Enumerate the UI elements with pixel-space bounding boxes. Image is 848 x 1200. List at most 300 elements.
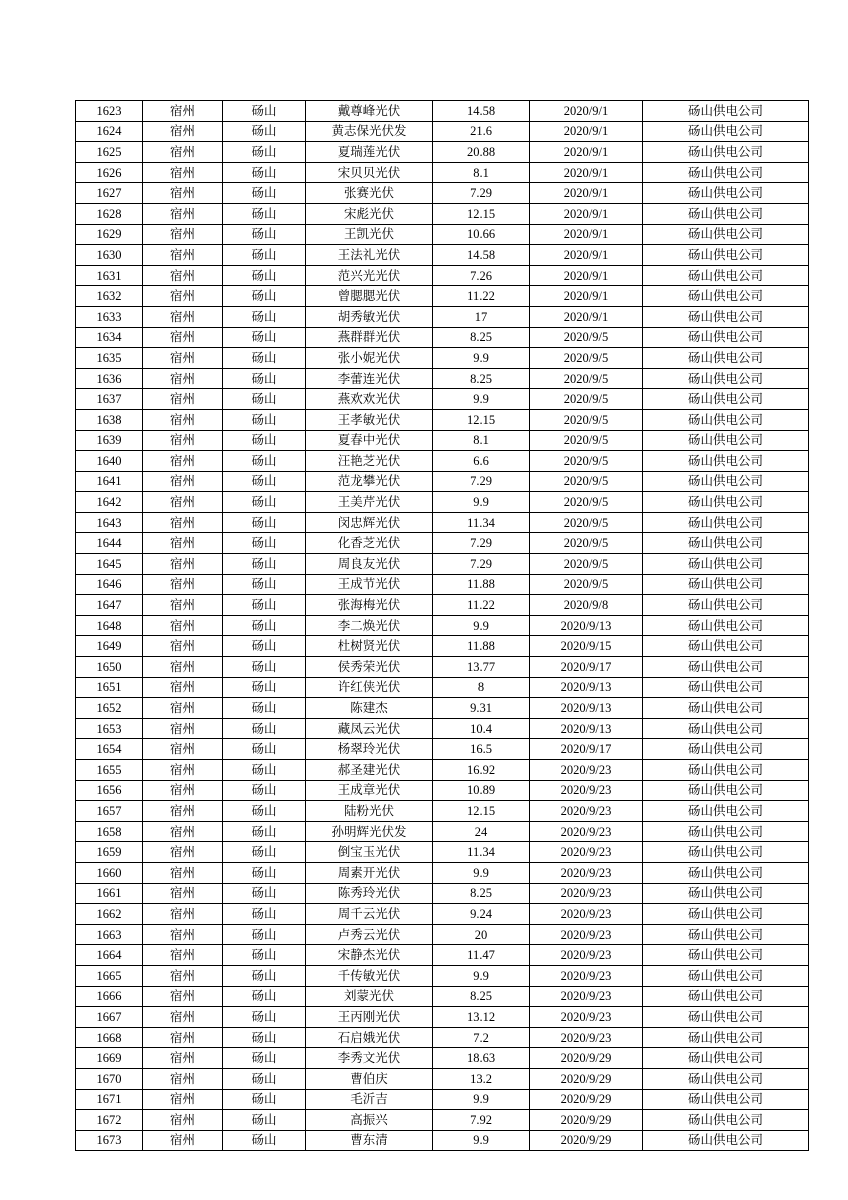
table-row <box>76 224 809 245</box>
cell-city: 宿州 <box>143 965 223 986</box>
cell-district: 砀山 <box>223 1110 306 1131</box>
cell-company: 砀山供电公司 <box>643 677 809 698</box>
cell-project-name: 许红侠光伏 <box>306 677 433 698</box>
cell-index: 1663 <box>76 924 143 945</box>
cell-company: 砀山供电公司 <box>643 1089 809 1110</box>
cell-capacity: 8.25 <box>433 368 530 389</box>
cell-city: 宿州 <box>143 101 223 122</box>
cell-project-name: 石启娥光伏 <box>306 1027 433 1048</box>
cell-index: 1636 <box>76 368 143 389</box>
cell-city: 宿州 <box>143 409 223 430</box>
cell-company: 砀山供电公司 <box>643 615 809 636</box>
cell-capacity: 12.15 <box>433 409 530 430</box>
cell-district: 砀山 <box>223 368 306 389</box>
cell-project-name: 王法礼光伏 <box>306 245 433 266</box>
table-row <box>76 245 809 266</box>
cell-company: 砀山供电公司 <box>643 286 809 307</box>
cell-index: 1629 <box>76 224 143 245</box>
cell-project-name: 张小妮光伏 <box>306 348 433 369</box>
cell-date: 2020/9/5 <box>530 574 643 595</box>
cell-company: 砀山供电公司 <box>643 121 809 142</box>
cell-company: 砀山供电公司 <box>643 1048 809 1069</box>
cell-capacity: 7.26 <box>433 265 530 286</box>
cell-project-name: 卢秀云光伏 <box>306 924 433 945</box>
cell-company: 砀山供电公司 <box>643 595 809 616</box>
cell-capacity: 13.77 <box>433 657 530 678</box>
cell-index: 1666 <box>76 986 143 1007</box>
cell-date: 2020/9/29 <box>530 1048 643 1069</box>
cell-index: 1659 <box>76 842 143 863</box>
table-row <box>76 986 809 1007</box>
cell-capacity: 11.34 <box>433 842 530 863</box>
cell-district: 砀山 <box>223 430 306 451</box>
cell-project-name: 张海梅光伏 <box>306 595 433 616</box>
cell-city: 宿州 <box>143 348 223 369</box>
cell-index: 1641 <box>76 471 143 492</box>
cell-city: 宿州 <box>143 368 223 389</box>
cell-date: 2020/9/1 <box>530 286 643 307</box>
cell-capacity: 9.9 <box>433 348 530 369</box>
cell-city: 宿州 <box>143 430 223 451</box>
table-row <box>76 1027 809 1048</box>
cell-company: 砀山供电公司 <box>643 554 809 575</box>
cell-project-name: 毛沂吉 <box>306 1089 433 1110</box>
table-row <box>76 1089 809 1110</box>
cell-capacity: 11.47 <box>433 945 530 966</box>
cell-date: 2020/9/1 <box>530 245 643 266</box>
cell-city: 宿州 <box>143 327 223 348</box>
table-row <box>76 348 809 369</box>
cell-capacity: 8 <box>433 677 530 698</box>
cell-project-name: 郝圣建光伏 <box>306 760 433 781</box>
cell-capacity: 9.9 <box>433 1089 530 1110</box>
table-row <box>76 780 809 801</box>
cell-city: 宿州 <box>143 265 223 286</box>
table-row <box>76 533 809 554</box>
cell-capacity: 11.22 <box>433 286 530 307</box>
cell-project-name: 李秀文光伏 <box>306 1048 433 1069</box>
cell-district: 砀山 <box>223 286 306 307</box>
cell-date: 2020/9/13 <box>530 677 643 698</box>
cell-capacity: 20.88 <box>433 142 530 163</box>
cell-capacity: 9.31 <box>433 698 530 719</box>
cell-capacity: 20 <box>433 924 530 945</box>
cell-city: 宿州 <box>143 451 223 472</box>
cell-capacity: 13.2 <box>433 1068 530 1089</box>
cell-city: 宿州 <box>143 1068 223 1089</box>
cell-date: 2020/9/5 <box>530 368 643 389</box>
cell-project-name: 化香芝光伏 <box>306 533 433 554</box>
cell-company: 砀山供电公司 <box>643 965 809 986</box>
cell-index: 1637 <box>76 389 143 410</box>
cell-district: 砀山 <box>223 306 306 327</box>
cell-project-name: 倒宝玉光伏 <box>306 842 433 863</box>
cell-index: 1643 <box>76 512 143 533</box>
cell-index: 1646 <box>76 574 143 595</box>
cell-city: 宿州 <box>143 677 223 698</box>
cell-date: 2020/9/5 <box>530 471 643 492</box>
cell-capacity: 9.9 <box>433 389 530 410</box>
table-row <box>76 883 809 904</box>
cell-project-name: 宋贝贝光伏 <box>306 162 433 183</box>
table-row <box>76 862 809 883</box>
cell-city: 宿州 <box>143 554 223 575</box>
cell-index: 1665 <box>76 965 143 986</box>
cell-district: 砀山 <box>223 554 306 575</box>
cell-company: 砀山供电公司 <box>643 1110 809 1131</box>
cell-company: 砀山供电公司 <box>643 1130 809 1151</box>
cell-index: 1667 <box>76 1007 143 1028</box>
cell-district: 砀山 <box>223 595 306 616</box>
cell-city: 宿州 <box>143 862 223 883</box>
cell-project-name: 王成章光伏 <box>306 780 433 801</box>
cell-capacity: 7.29 <box>433 533 530 554</box>
table-row <box>76 162 809 183</box>
cell-city: 宿州 <box>143 986 223 1007</box>
cell-district: 砀山 <box>223 121 306 142</box>
cell-date: 2020/9/23 <box>530 821 643 842</box>
table-row <box>76 389 809 410</box>
cell-capacity: 11.22 <box>433 595 530 616</box>
cell-district: 砀山 <box>223 451 306 472</box>
table-row <box>76 1130 809 1151</box>
cell-city: 宿州 <box>143 203 223 224</box>
cell-index: 1625 <box>76 142 143 163</box>
cell-date: 2020/9/1 <box>530 265 643 286</box>
cell-city: 宿州 <box>143 162 223 183</box>
cell-company: 砀山供电公司 <box>643 512 809 533</box>
cell-index: 1658 <box>76 821 143 842</box>
cell-capacity: 8.25 <box>433 883 530 904</box>
cell-district: 砀山 <box>223 533 306 554</box>
table-row <box>76 512 809 533</box>
cell-company: 砀山供电公司 <box>643 1007 809 1028</box>
table-row <box>76 451 809 472</box>
cell-project-name: 胡秀敏光伏 <box>306 306 433 327</box>
cell-index: 1638 <box>76 409 143 430</box>
cell-date: 2020/9/5 <box>530 409 643 430</box>
cell-date: 2020/9/5 <box>530 554 643 575</box>
cell-district: 砀山 <box>223 965 306 986</box>
table-row <box>76 368 809 389</box>
cell-index: 1632 <box>76 286 143 307</box>
cell-index: 1644 <box>76 533 143 554</box>
table-row <box>76 409 809 430</box>
cell-company: 砀山供电公司 <box>643 306 809 327</box>
cell-district: 砀山 <box>223 1089 306 1110</box>
cell-district: 砀山 <box>223 389 306 410</box>
cell-capacity: 9.9 <box>433 615 530 636</box>
cell-project-name: 黄志保光伏发 <box>306 121 433 142</box>
cell-company: 砀山供电公司 <box>643 245 809 266</box>
cell-city: 宿州 <box>143 739 223 760</box>
cell-project-name: 高振兴 <box>306 1110 433 1131</box>
cell-capacity: 16.92 <box>433 760 530 781</box>
cell-date: 2020/9/29 <box>530 1130 643 1151</box>
cell-district: 砀山 <box>223 1068 306 1089</box>
cell-company: 砀山供电公司 <box>643 760 809 781</box>
cell-city: 宿州 <box>143 698 223 719</box>
cell-index: 1627 <box>76 183 143 204</box>
cell-date: 2020/9/5 <box>530 430 643 451</box>
cell-city: 宿州 <box>143 1007 223 1028</box>
cell-company: 砀山供电公司 <box>643 801 809 822</box>
cell-company: 砀山供电公司 <box>643 904 809 925</box>
cell-capacity: 18.63 <box>433 1048 530 1069</box>
cell-city: 宿州 <box>143 389 223 410</box>
cell-project-name: 千传敏光伏 <box>306 965 433 986</box>
cell-index: 1640 <box>76 451 143 472</box>
cell-project-name: 范兴光光伏 <box>306 265 433 286</box>
cell-district: 砀山 <box>223 471 306 492</box>
cell-city: 宿州 <box>143 471 223 492</box>
cell-company: 砀山供电公司 <box>643 1027 809 1048</box>
cell-capacity: 7.29 <box>433 554 530 575</box>
table-row <box>76 801 809 822</box>
cell-date: 2020/9/29 <box>530 1068 643 1089</box>
cell-date: 2020/9/29 <box>530 1110 643 1131</box>
cell-capacity: 9.24 <box>433 904 530 925</box>
cell-date: 2020/9/13 <box>530 615 643 636</box>
cell-city: 宿州 <box>143 615 223 636</box>
cell-date: 2020/9/5 <box>530 348 643 369</box>
cell-district: 砀山 <box>223 409 306 430</box>
table-row <box>76 430 809 451</box>
table-row <box>76 327 809 348</box>
cell-date: 2020/9/5 <box>530 512 643 533</box>
cell-capacity: 21.6 <box>433 121 530 142</box>
cell-district: 砀山 <box>223 986 306 1007</box>
cell-company: 砀山供电公司 <box>643 471 809 492</box>
cell-district: 砀山 <box>223 801 306 822</box>
cell-capacity: 10.89 <box>433 780 530 801</box>
cell-city: 宿州 <box>143 780 223 801</box>
cell-capacity: 8.25 <box>433 327 530 348</box>
cell-district: 砀山 <box>223 945 306 966</box>
cell-city: 宿州 <box>143 1089 223 1110</box>
cell-capacity: 9.9 <box>433 862 530 883</box>
cell-date: 2020/9/23 <box>530 842 643 863</box>
cell-city: 宿州 <box>143 636 223 657</box>
table-row <box>76 924 809 945</box>
cell-district: 砀山 <box>223 883 306 904</box>
cell-date: 2020/9/1 <box>530 203 643 224</box>
cell-capacity: 14.58 <box>433 245 530 266</box>
cell-city: 宿州 <box>143 1130 223 1151</box>
cell-district: 砀山 <box>223 183 306 204</box>
cell-capacity: 10.66 <box>433 224 530 245</box>
table-row <box>76 904 809 925</box>
cell-index: 1645 <box>76 554 143 575</box>
cell-capacity: 9.9 <box>433 492 530 513</box>
cell-capacity: 9.9 <box>433 965 530 986</box>
cell-date: 2020/9/23 <box>530 801 643 822</box>
cell-project-name: 杨翠玲光伏 <box>306 739 433 760</box>
cell-company: 砀山供电公司 <box>643 203 809 224</box>
cell-index: 1660 <box>76 862 143 883</box>
cell-date: 2020/9/1 <box>530 162 643 183</box>
cell-district: 砀山 <box>223 245 306 266</box>
cell-date: 2020/9/23 <box>530 924 643 945</box>
table-row <box>76 121 809 142</box>
cell-index: 1648 <box>76 615 143 636</box>
cell-capacity: 16.5 <box>433 739 530 760</box>
cell-city: 宿州 <box>143 533 223 554</box>
cell-date: 2020/9/5 <box>530 451 643 472</box>
table-row <box>76 183 809 204</box>
cell-project-name: 戴尊峰光伏 <box>306 101 433 122</box>
cell-date: 2020/9/23 <box>530 986 643 1007</box>
cell-district: 砀山 <box>223 1130 306 1151</box>
table-row <box>76 471 809 492</box>
cell-date: 2020/9/23 <box>530 1027 643 1048</box>
cell-project-name: 王孝敏光伏 <box>306 409 433 430</box>
cell-index: 1642 <box>76 492 143 513</box>
cell-city: 宿州 <box>143 904 223 925</box>
cell-company: 砀山供电公司 <box>643 101 809 122</box>
cell-company: 砀山供电公司 <box>643 924 809 945</box>
table-row <box>76 615 809 636</box>
cell-company: 砀山供电公司 <box>643 162 809 183</box>
cell-city: 宿州 <box>143 821 223 842</box>
table-row <box>76 492 809 513</box>
cell-capacity: 9.9 <box>433 1130 530 1151</box>
cell-company: 砀山供电公司 <box>643 842 809 863</box>
cell-city: 宿州 <box>143 1027 223 1048</box>
cell-capacity: 11.88 <box>433 574 530 595</box>
cell-company: 砀山供电公司 <box>643 492 809 513</box>
cell-index: 1649 <box>76 636 143 657</box>
cell-company: 砀山供电公司 <box>643 327 809 348</box>
table-row <box>76 1007 809 1028</box>
cell-index: 1653 <box>76 718 143 739</box>
cell-capacity: 11.34 <box>433 512 530 533</box>
cell-company: 砀山供电公司 <box>643 348 809 369</box>
cell-company: 砀山供电公司 <box>643 389 809 410</box>
cell-project-name: 夏瑞莲光伏 <box>306 142 433 163</box>
cell-capacity: 7.29 <box>433 183 530 204</box>
cell-city: 宿州 <box>143 574 223 595</box>
cell-company: 砀山供电公司 <box>643 718 809 739</box>
cell-city: 宿州 <box>143 1110 223 1131</box>
cell-company: 砀山供电公司 <box>643 986 809 1007</box>
table-row <box>76 842 809 863</box>
cell-date: 2020/9/1 <box>530 121 643 142</box>
cell-capacity: 8.1 <box>433 162 530 183</box>
cell-city: 宿州 <box>143 883 223 904</box>
cell-date: 2020/9/23 <box>530 862 643 883</box>
cell-company: 砀山供电公司 <box>643 265 809 286</box>
cell-company: 砀山供电公司 <box>643 368 809 389</box>
cell-company: 砀山供电公司 <box>643 533 809 554</box>
cell-district: 砀山 <box>223 760 306 781</box>
cell-district: 砀山 <box>223 574 306 595</box>
cell-district: 砀山 <box>223 904 306 925</box>
cell-capacity: 7.2 <box>433 1027 530 1048</box>
cell-city: 宿州 <box>143 595 223 616</box>
cell-index: 1635 <box>76 348 143 369</box>
cell-capacity: 8.25 <box>433 986 530 1007</box>
cell-city: 宿州 <box>143 245 223 266</box>
cell-index: 1634 <box>76 327 143 348</box>
table-row <box>76 595 809 616</box>
cell-capacity: 24 <box>433 821 530 842</box>
cell-district: 砀山 <box>223 698 306 719</box>
cell-project-name: 汪艳芝光伏 <box>306 451 433 472</box>
cell-project-name: 王美芹光伏 <box>306 492 433 513</box>
cell-date: 2020/9/1 <box>530 142 643 163</box>
cell-index: 1651 <box>76 677 143 698</box>
cell-city: 宿州 <box>143 183 223 204</box>
cell-index: 1639 <box>76 430 143 451</box>
table-body <box>76 101 809 1151</box>
cell-city: 宿州 <box>143 801 223 822</box>
cell-district: 砀山 <box>223 101 306 122</box>
table-row <box>76 286 809 307</box>
cell-district: 砀山 <box>223 1027 306 1048</box>
cell-index: 1626 <box>76 162 143 183</box>
cell-project-name: 李二焕光伏 <box>306 615 433 636</box>
cell-index: 1662 <box>76 904 143 925</box>
cell-project-name: 燕欢欢光伏 <box>306 389 433 410</box>
cell-project-name: 陈秀玲光伏 <box>306 883 433 904</box>
cell-project-name: 燕群群光伏 <box>306 327 433 348</box>
cell-district: 砀山 <box>223 862 306 883</box>
cell-district: 砀山 <box>223 842 306 863</box>
cell-date: 2020/9/1 <box>530 224 643 245</box>
cell-district: 砀山 <box>223 492 306 513</box>
cell-district: 砀山 <box>223 142 306 163</box>
cell-project-name: 王丙刚光伏 <box>306 1007 433 1028</box>
cell-company: 砀山供电公司 <box>643 430 809 451</box>
cell-date: 2020/9/17 <box>530 657 643 678</box>
cell-index: 1652 <box>76 698 143 719</box>
cell-company: 砀山供电公司 <box>643 739 809 760</box>
table-row <box>76 657 809 678</box>
cell-district: 砀山 <box>223 636 306 657</box>
cell-capacity: 7.92 <box>433 1110 530 1131</box>
cell-capacity: 13.12 <box>433 1007 530 1028</box>
cell-company: 砀山供电公司 <box>643 183 809 204</box>
cell-company: 砀山供电公司 <box>643 574 809 595</box>
cell-date: 2020/9/8 <box>530 595 643 616</box>
cell-project-name: 曹伯庆 <box>306 1068 433 1089</box>
cell-city: 宿州 <box>143 657 223 678</box>
table-row <box>76 718 809 739</box>
cell-project-name: 王凯光伏 <box>306 224 433 245</box>
cell-project-name: 周良友光伏 <box>306 554 433 575</box>
cell-district: 砀山 <box>223 224 306 245</box>
cell-project-name: 侯秀荣光伏 <box>306 657 433 678</box>
cell-date: 2020/9/5 <box>530 327 643 348</box>
cell-city: 宿州 <box>143 142 223 163</box>
cell-capacity: 6.6 <box>433 451 530 472</box>
cell-date: 2020/9/17 <box>530 739 643 760</box>
table-row <box>76 142 809 163</box>
cell-city: 宿州 <box>143 512 223 533</box>
cell-index: 1671 <box>76 1089 143 1110</box>
cell-project-name: 王成节光伏 <box>306 574 433 595</box>
cell-capacity: 10.4 <box>433 718 530 739</box>
cell-date: 2020/9/15 <box>530 636 643 657</box>
table-row <box>76 739 809 760</box>
table-row <box>76 1110 809 1131</box>
cell-index: 1655 <box>76 760 143 781</box>
cell-district: 砀山 <box>223 348 306 369</box>
table-row <box>76 760 809 781</box>
table-row <box>76 265 809 286</box>
cell-index: 1656 <box>76 780 143 801</box>
